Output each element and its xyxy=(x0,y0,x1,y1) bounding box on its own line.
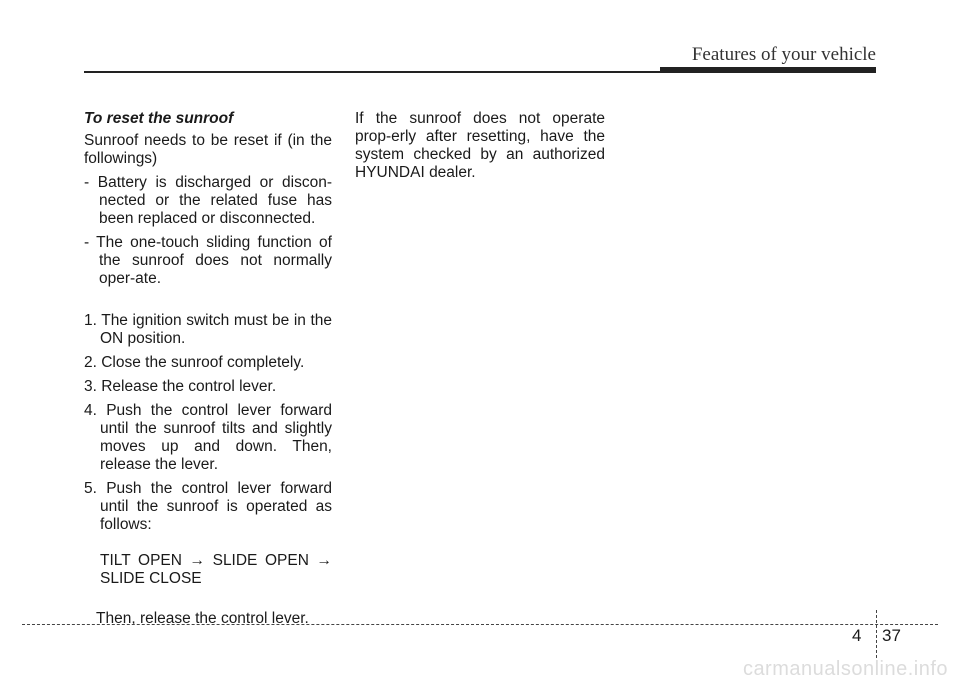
step-item: 5. Push the control lever forward until the sunroof is operated as follows: xyxy=(84,480,332,533)
section-number: 4 xyxy=(852,626,862,645)
intro-paragraph: Sunroof needs to be reset if (in the followings) xyxy=(84,132,332,167)
step-item: 2. Close the sunroof completely. xyxy=(84,354,305,371)
footer-rule xyxy=(22,624,938,625)
step-item: 1. The ignition switch must be in the ON position. xyxy=(84,312,332,347)
page-number: 37 xyxy=(882,626,901,645)
section-subtitle: To reset the sunroof xyxy=(84,110,234,127)
watermark-text: carmanualsonline.info xyxy=(742,658,948,680)
bullet-item: - Battery is discharged or discon-nected or the related fuse has been replaced or disconnected. xyxy=(84,174,332,227)
header-rule xyxy=(84,71,660,73)
step-item: 3. Release the control lever. xyxy=(84,378,277,395)
bullet-item: - The one-touch sliding function of the sunroof does not normally oper-ate. xyxy=(84,234,332,287)
operation-sequence: TILT OPEN → SLIDE OPEN → SLIDE CLOSE xyxy=(100,552,332,587)
right-paragraph: If the sunroof does not operate prop-erly after resetting, have the system checked by an authorized HYUNDAI dealer. xyxy=(355,110,605,181)
header-rule-accent xyxy=(660,67,876,73)
page-header-title: Features of your vehicle xyxy=(691,44,876,65)
step-item: 4. Push the control lever forward until the sunroof tilts and slightly moves up and down. Then, release the lever. xyxy=(84,402,332,473)
closing-note: Then, release the control lever. xyxy=(96,610,309,627)
left-column xyxy=(84,110,332,628)
right-column xyxy=(355,110,605,188)
